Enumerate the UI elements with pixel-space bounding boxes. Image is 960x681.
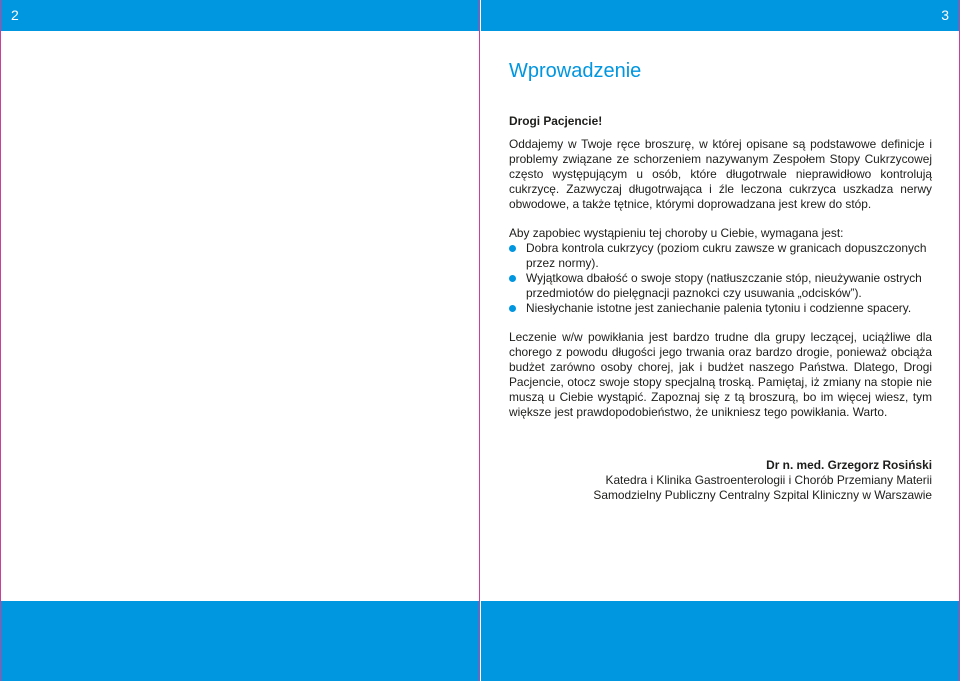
- intro-paragraph: Oddajemy w Twoje ręce broszurę, w której opisane są podstawowe definicje i problemy związane ze schorzeniem nazywanym Zespołem Stopy Cukrzycowej często występującym u osób, które długotrwale nieprawidłowo kontrolują cukrzycę. Zazwyczaj długotrwająca i źle leczona cukrzyca uszkadza nerwy obwodowe, a także tętnice, którymi doprowadzana jest krew do stóp.: [509, 137, 932, 211]
- list-item-text: Dobra kontrola cukrzycy (poziom cukru zawsze w granicach dopuszczonych przez normy).: [526, 241, 927, 270]
- right-bottom-bar: [481, 601, 959, 681]
- left-bottom-bar: [1, 601, 479, 681]
- list-item: [509, 271, 932, 301]
- list-item-text: Wyjątkowa dbałość o swoje stopy (natłuszczanie stóp, nieużywanie ostrych przedmiotów do pielęgnacji paznokci czy usuwania „odcisków”).: [526, 271, 922, 300]
- page-content: [509, 58, 932, 503]
- left-top-bar: [1, 0, 479, 31]
- right-page: [481, 0, 960, 681]
- bullet-icon: [509, 275, 516, 282]
- prevention-intro: Aby zapobiec wystąpieniu tej choroby u Ciebie, wymagana jest:: [509, 226, 844, 240]
- treatment-paragraph: Leczenie w/w powikłania jest bardzo trudne dla grupy leczącej, uciążliwe dla chorego z powodu długości jego trwania oraz bardzo drogie, ponieważ obciąża budżet zarówno osoby chorej, jak i budżet naszego Państwa. Dlatego, Drogi Pacjencie, otocz swoje stopy specjalną troską. Pamiętaj, iż zmiany na stopie nie muszą u Ciebie wystąpić. Zapoznaj się z tą broszurą, bo im więcej wiesz, tym większe jest prawdopodobieństwo, że unikniesz tego powikłania. Warto.: [509, 330, 932, 419]
- bullet-icon: [509, 245, 516, 252]
- greeting: Drogi Pacjencie!: [509, 114, 603, 128]
- page-number-right: 3: [941, 7, 949, 23]
- signature-block: [509, 458, 932, 503]
- signature-name: Dr n. med. Grzegorz Rosiński: [766, 458, 932, 472]
- right-top-bar: [481, 0, 959, 31]
- list-item: [509, 241, 932, 271]
- prevention-list: [509, 241, 932, 316]
- list-item: [509, 301, 932, 316]
- list-item-text: Niesłychanie istotne jest zaniechanie palenia tytoniu i codzienne spacery.: [526, 301, 912, 315]
- bullet-icon: [509, 305, 516, 312]
- signature-hospital: Samodzielny Publiczny Centralny Szpital Kliniczny w Warszawie: [593, 488, 932, 502]
- signature-department: Katedra i Klinika Gastroenterologii i Chorób Przemiany Materii: [605, 473, 932, 487]
- page-title: Wprowadzenie: [509, 60, 642, 82]
- page-number-left: 2: [11, 7, 19, 23]
